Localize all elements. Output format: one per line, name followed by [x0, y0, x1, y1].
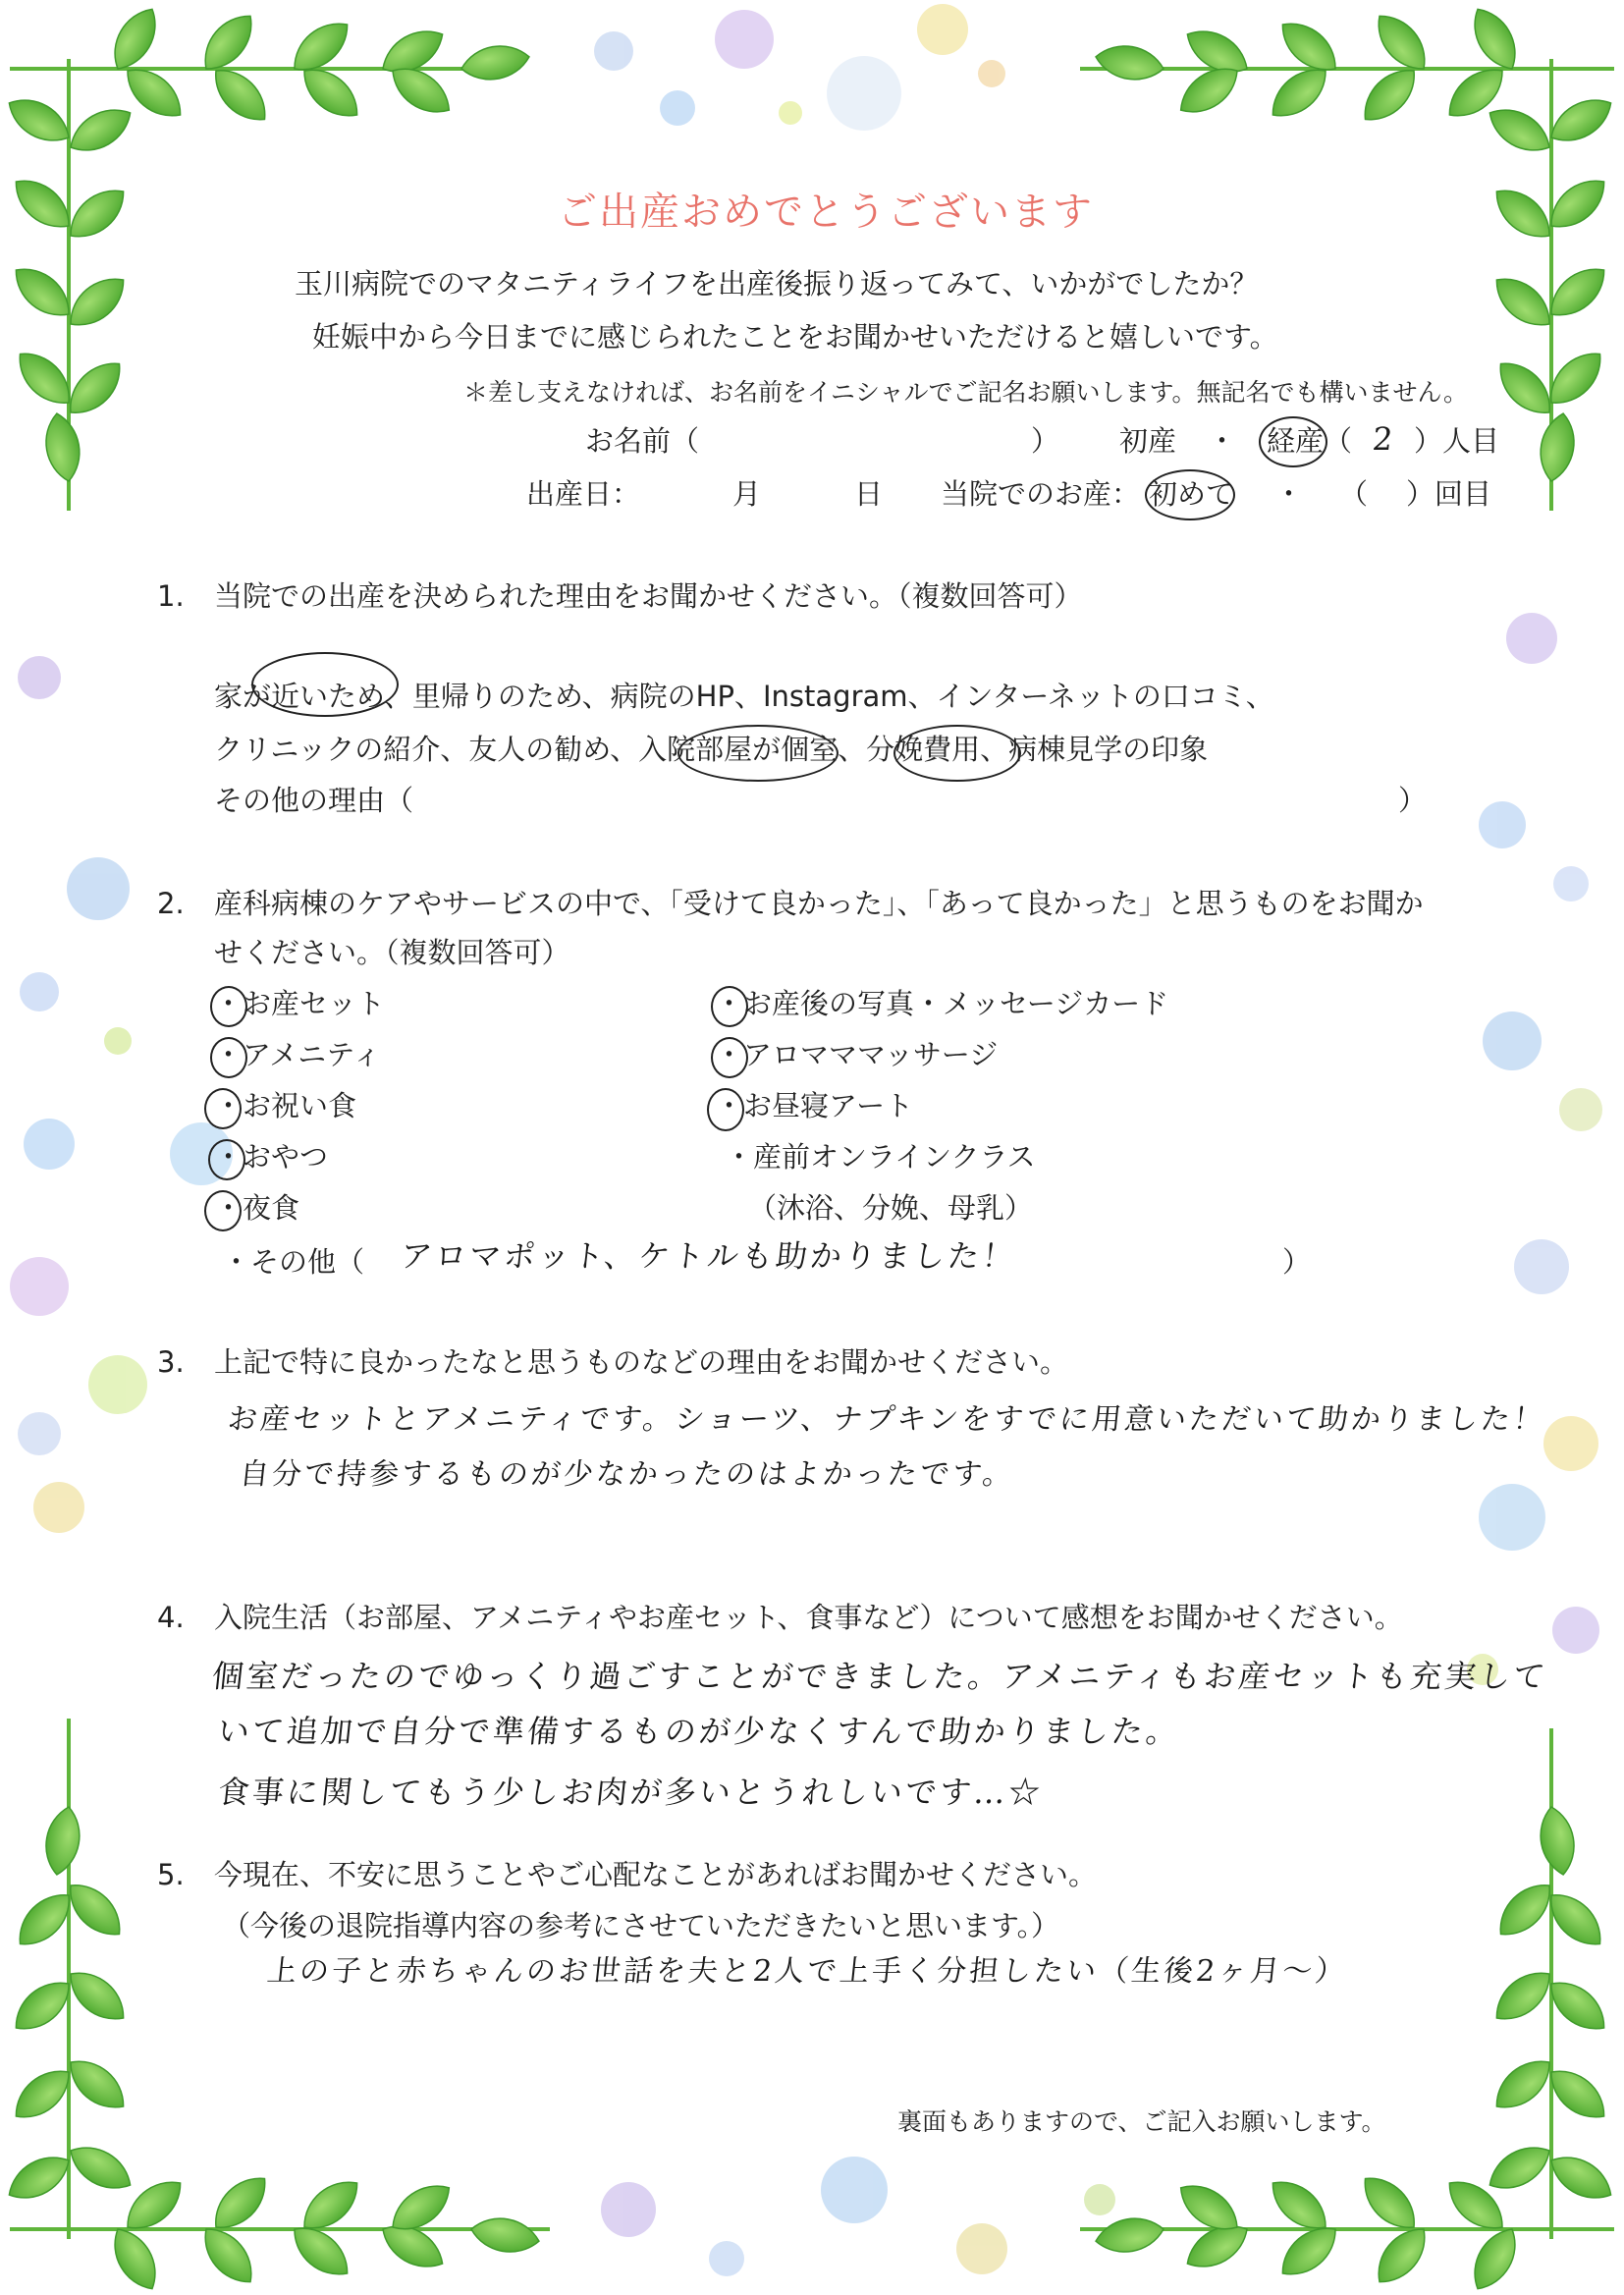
- times-open: （: [1339, 477, 1369, 511]
- q2-option-amenity: ・アメニティ: [214, 1038, 381, 1071]
- month-label: 月: [732, 477, 762, 511]
- first-birth-option: 初産: [1119, 424, 1177, 458]
- q1-delivery-cost-circle-mark: [893, 725, 1021, 782]
- q1-options-line-1: 家が近いため、里帰りのため、病院のHP、Instagram、インターネットの口コミ、: [214, 680, 1274, 713]
- day-label: 日: [854, 477, 884, 511]
- intro-line-1: 玉川病院でのマタニティライフを出産後振り返ってみて、いかがでしたか？: [295, 267, 1259, 301]
- q2-other-close: ）: [1282, 1245, 1312, 1279]
- hospital-birth-label: 当院でのお産：: [941, 477, 1141, 511]
- q1-number: 1.: [157, 579, 185, 613]
- q2-text-line-1: 産科病棟のケアやサービスの中で、「受けて良かった」、「あって良かった」と思うものをお聞か: [214, 887, 1424, 920]
- anonymity-note: ＊差し支えなければ、お名前をイニシャルでご記名お願いします。無記名でも構いません。: [463, 378, 1469, 407]
- intro-line-2: 妊娠中から今日までに感じられたことをお聞かせいただけると嬉しいです。: [312, 320, 1278, 354]
- q5-sub: （今後の退院指導内容の参考にさせていただきたいと思います。）: [222, 1909, 1060, 1942]
- q2-option-photo-card: ・お産後の写真・メッセージカード: [715, 987, 1169, 1020]
- q2-option-online-class: ・産前オンラインクラス: [725, 1140, 1036, 1174]
- multi-birth-option: 経産（: [1267, 424, 1353, 458]
- q2-option-late-meal: ・夜食: [214, 1191, 300, 1225]
- q2-other-label: ・その他（: [222, 1245, 365, 1279]
- q4-answer-line-3: 食事に関してもう少しお肉が多いとうれしいです…☆: [216, 1774, 1046, 1811]
- q5-text: 今現在、不安に思うことやご心配なことがあればお聞かせください。: [214, 1858, 1098, 1891]
- q2-photo-card-circle-mark: [711, 986, 748, 1027]
- q1-near-home-circle-mark: [251, 652, 399, 717]
- q2-late-meal-circle-mark: [204, 1190, 242, 1231]
- q1-text: 当院での出産を決められた理由をお聞かせください。（複数回答可）: [214, 579, 1083, 613]
- multi-birth-circle-mark: [1259, 416, 1327, 467]
- separator-dot-2: ・: [1274, 477, 1304, 511]
- q5-number: 5.: [157, 1858, 185, 1891]
- children-count-answer: 2: [1371, 420, 1398, 458]
- leaves-bottom-right: [1080, 1728, 1619, 2295]
- q2-number: 2.: [157, 887, 185, 920]
- q4-answer-line-2: いて追加で自分で準備するものが少なくすんで助かりました。: [216, 1713, 1183, 1750]
- first-time-option: 初めて: [1149, 477, 1235, 511]
- birth-date-label: 出産日：: [526, 477, 641, 511]
- q5-answer: 上の子と赤ちゃんのお世話を夫と2人で上手く分担したい（生後2ヶ月〜）: [265, 1954, 1350, 1989]
- children-suffix: ）人目: [1414, 424, 1500, 458]
- leaves-top-left: [1, 1, 532, 511]
- times-close: ）回目: [1406, 477, 1492, 511]
- q2-option-nap-art: ・お昼寝アート: [715, 1089, 914, 1122]
- q2-snack-circle-mark: [208, 1139, 245, 1180]
- q3-answer-line-1: お産セットとアメニティです。ショーツ、ナプキンをすでに用意いただいて助かりました！: [226, 1402, 1547, 1437]
- q3-text: 上記で特に良かったなと思うものなどの理由をお聞かせください。: [214, 1345, 1069, 1379]
- name-close: ）: [1031, 424, 1060, 458]
- q2-nap-art-circle-mark: [707, 1088, 744, 1131]
- q2-option-birth-set: ・お産セット: [214, 987, 386, 1020]
- q2-option-celebration-meal: ・お祝い食: [214, 1089, 357, 1122]
- q3-number: 3.: [157, 1345, 185, 1379]
- q2-online-class-sub: （沐浴、分娩、母乳）: [748, 1191, 1034, 1225]
- q2-other-answer: アロマポット、ケトルも助かりました！: [399, 1237, 1019, 1275]
- q2-text-line-2: せください。（複数回答可）: [214, 936, 570, 969]
- q1-other-label: その他の理由（: [214, 784, 414, 817]
- name-label: お名前（: [585, 424, 700, 458]
- q2-option-snack: ・おやつ: [214, 1140, 329, 1174]
- q4-text: 入院生活（お部屋、アメニティやお産セット、食事など）について感想をお聞かせください。: [214, 1601, 1403, 1634]
- q4-answer-line-1: 個室だったのでゆっくり過ごすことができました。アメニティもお産セットも充実して: [210, 1658, 1550, 1695]
- q1-options-line-2: クリニックの紹介、友人の勧め、入院部屋が個室、分娩費用、病棟見学の印象: [214, 733, 1209, 766]
- q3-answer-line-2: 自分で持参するものが少なかったのはよかったです。: [238, 1457, 1017, 1492]
- q2-option-aroma-massage: ・アロマママッサージ: [715, 1038, 999, 1071]
- q2-amenity-circle-mark: [210, 1037, 247, 1078]
- footer-note: 裏面もありますので、ご記入お願いします。: [897, 2107, 1386, 2136]
- q1-other-close: ）: [1398, 784, 1428, 817]
- q4-number: 4.: [157, 1601, 185, 1634]
- first-time-circle-mark: [1145, 469, 1235, 520]
- q2-aroma-massage-circle-mark: [711, 1037, 748, 1078]
- q2-celebration-meal-circle-mark: [204, 1088, 242, 1129]
- separator-dot: ・: [1208, 424, 1237, 458]
- q1-private-room-circle-mark: [677, 725, 839, 782]
- page-title: ご出産おめでとうございます: [558, 190, 1094, 235]
- q2-birth-set-circle-mark: [210, 986, 247, 1027]
